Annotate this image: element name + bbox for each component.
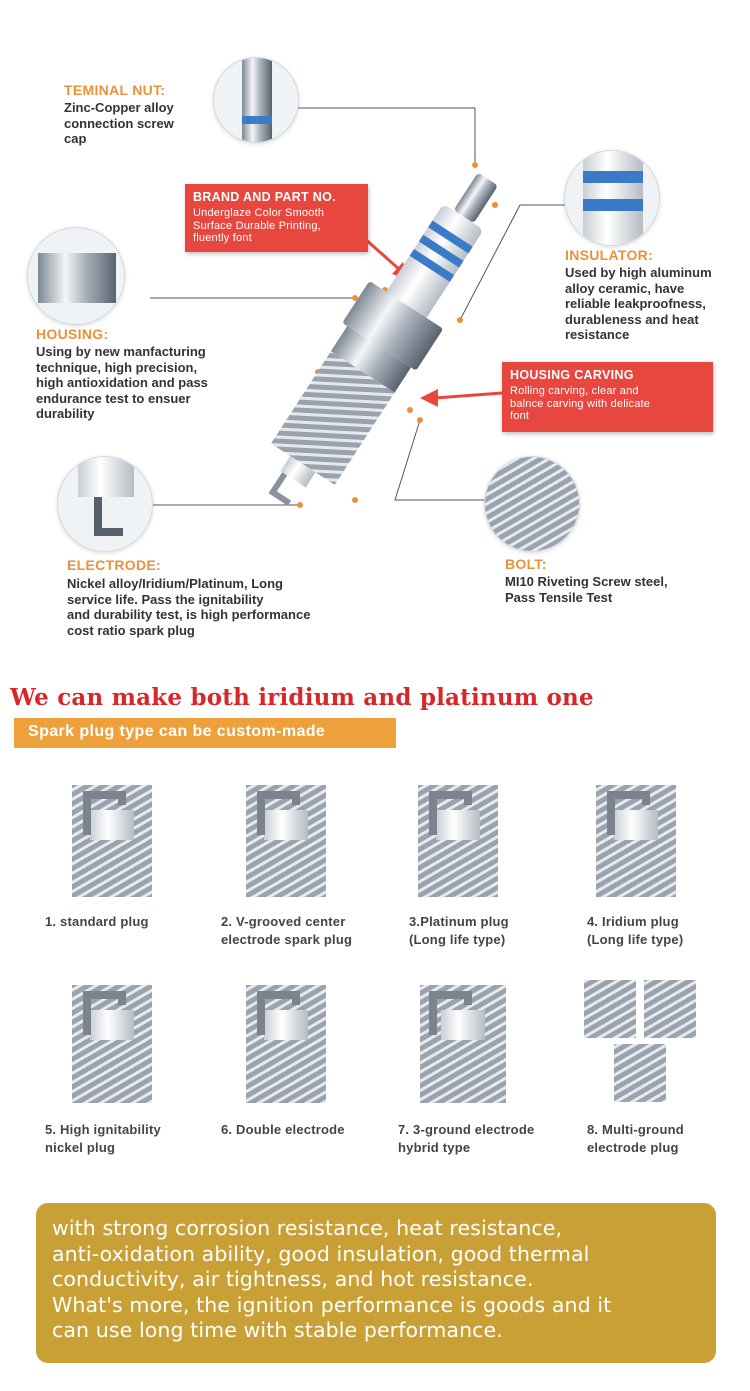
brand-title: BRAND AND PART NO. (193, 190, 336, 204)
standard-plug-image (62, 785, 162, 897)
platinum-plug-image (408, 785, 508, 897)
terminal-nut-desc: Zinc-Copper alloy connection screw cap (64, 100, 174, 146)
three-ground-plug-image (408, 985, 518, 1103)
electrode-title: ELECTRODE: (67, 557, 161, 573)
iridium-plug-image (586, 785, 686, 897)
terminal-nut-zoom (213, 57, 299, 143)
plug-label-4: 4. Iridium plug (Long life type) (587, 914, 684, 947)
plug-label-1: 1. standard plug (45, 914, 149, 929)
electrode-zoom (57, 456, 153, 552)
bolt-title: BOLT: (505, 556, 547, 572)
summary-text: with strong corrosion resistance, heat resistance, anti-oxidation ability, good insulation, good thermal conductivity, air tightness, and hot resistance. What's more, the ignition performance is goods and it can use long time with stable performance. (52, 1216, 612, 1342)
terminal-nut-title: TEMINAL NUT: (64, 82, 166, 98)
insulator-title: INSULATOR: (565, 247, 654, 263)
housing-zoom (27, 227, 125, 325)
insulator-zoom (564, 150, 660, 246)
housing-carving-callout (502, 362, 713, 432)
bolt-zoom (484, 456, 580, 552)
plug-label-6: 6. Double electrode (221, 1122, 345, 1137)
insulator-desc: Used by high aluminum alloy ceramic, have reliable leakproofness, durableness and heat resistance (565, 265, 712, 342)
spark-plug-diagram (0, 0, 750, 660)
multi-ground-plug-image (584, 980, 696, 1102)
plug-label-5: 5. High ignitability nickel plug (45, 1122, 161, 1155)
brand-desc: Underglaze Color Smooth Surface Durable Printing, fluently font (193, 207, 325, 244)
housing-title: HOUSING: (36, 326, 109, 342)
plug-label-8: 8. Multi-ground electrode plug (587, 1122, 684, 1155)
bolt-desc: MI10 Riveting Screw steel, Pass Tensile Test (505, 574, 668, 605)
plug-label-7: 7. 3-ground electrode hybrid type (398, 1122, 535, 1155)
summary-box (36, 1203, 716, 1363)
housing-carving-title: HOUSING CARVING (510, 368, 634, 382)
custom-banner: Spark plug type can be custom-made (14, 718, 396, 748)
headline: We can make both iridium and platinum one (10, 684, 594, 711)
plug-label-2: 2. V-grooved center electrode spark plug (221, 914, 353, 947)
brand-callout (185, 184, 368, 252)
v-grooved-plug-image (236, 785, 336, 897)
housing-desc: Using by new manfacturing technique, high precision, high antioxidation and pass endurance test to ensuer durability (36, 344, 208, 421)
electrode-desc: Nickel alloy/Iridium/Platinum, Long service life. Pass the ignitability and durability test, is high performance cost ratio spark plug (67, 576, 311, 638)
housing-carving-desc: Rolling carving, clear and balnce carving with delicate font (510, 385, 651, 422)
plug-label-3: 3.Platinum plug (Long life type) (409, 914, 509, 947)
nickel-plug-image (62, 985, 162, 1103)
double-electrode-plug-image (236, 985, 336, 1103)
